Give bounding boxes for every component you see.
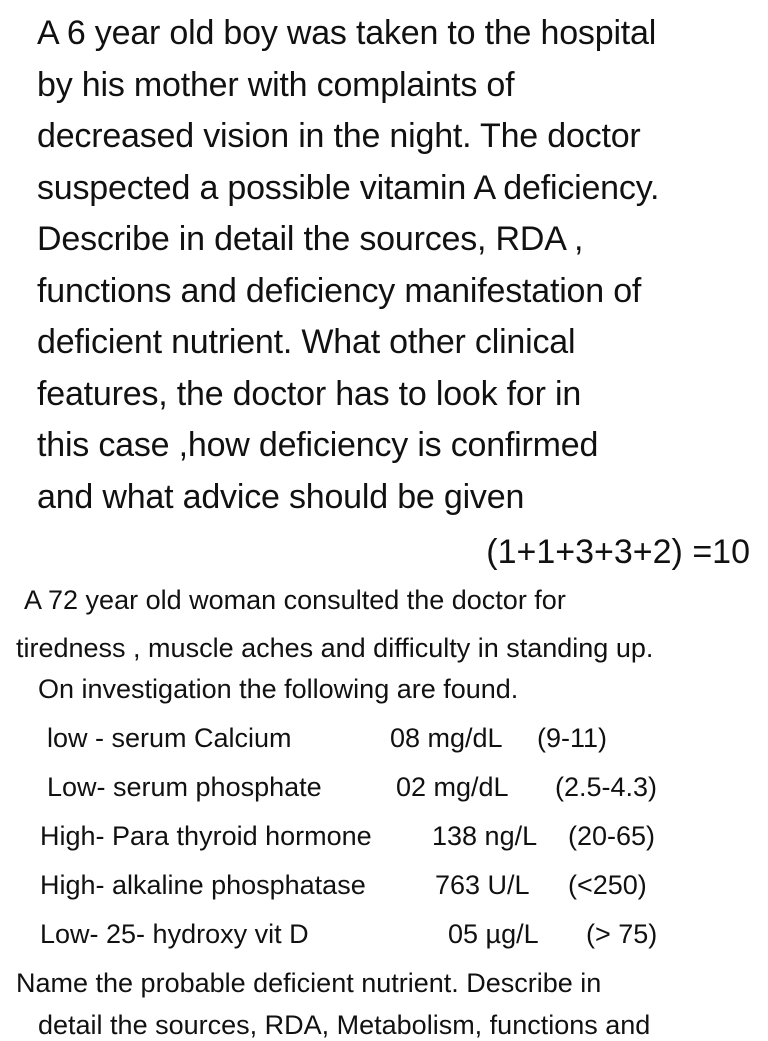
question-1-line: deficient nutrient. What other clinical (37, 323, 576, 361)
question-2-prompt-cut: detail the sources, RDA, Metabolism, functions and (38, 1010, 651, 1040)
question-1-text (37, 8, 765, 523)
lab-name: Low- 25- hydroxy vit D (40, 919, 309, 949)
lab-value: 05 µg/L (448, 919, 539, 949)
lab-range: (9-11) (537, 723, 608, 753)
question-1-line: functions and deficiency manifestation of (37, 271, 642, 310)
lab-value: 08 mg/dL (390, 723, 503, 753)
lab-name: low - serum Calcium (47, 723, 292, 753)
question-1-line: features, the doctor has to look for in (37, 374, 582, 413)
question-2-line: On investigation the following are found. (38, 674, 519, 704)
lab-range: (<250) (568, 870, 647, 900)
question-1-line: suspected a possible vitamin A deficiency. (37, 168, 660, 207)
question-1-line: this case ,how deficiency is confirmed (37, 426, 599, 464)
question-2-prompt: Name the probable deficient nutrient. Describe in (16, 968, 602, 998)
lab-value: 763 U/L (435, 870, 530, 900)
question-1-line: by his mother with complaints of (37, 65, 515, 104)
question-1-line: and what advice should be given (37, 477, 525, 516)
question-1-marks: (1+1+3+3+2) =10 (486, 533, 750, 571)
question-1-line: Describe in detail the sources, RDA , (37, 220, 584, 258)
question-2-line: A 72 year old woman consulted the doctor for (24, 585, 566, 615)
lab-range: (20-65) (568, 821, 656, 851)
lab-range: (> 75) (586, 919, 658, 949)
question-2-line: tiredness , muscle aches and difficulty in standing up. (16, 633, 654, 663)
lab-range: (2.5-4.3) (555, 772, 658, 802)
question-1-line: decreased vision in the night. The doctor (37, 117, 641, 155)
lab-name: High- alkaline phosphatase (40, 870, 366, 900)
lab-name: High- Para thyroid hormone (40, 821, 372, 851)
lab-value: 02 mg/dL (396, 772, 509, 802)
lab-name: Low- serum phosphate (47, 772, 322, 802)
lab-value: 138 ng/L (432, 821, 538, 851)
question-1-line: A 6 year old boy was taken to the hospital (37, 14, 657, 52)
